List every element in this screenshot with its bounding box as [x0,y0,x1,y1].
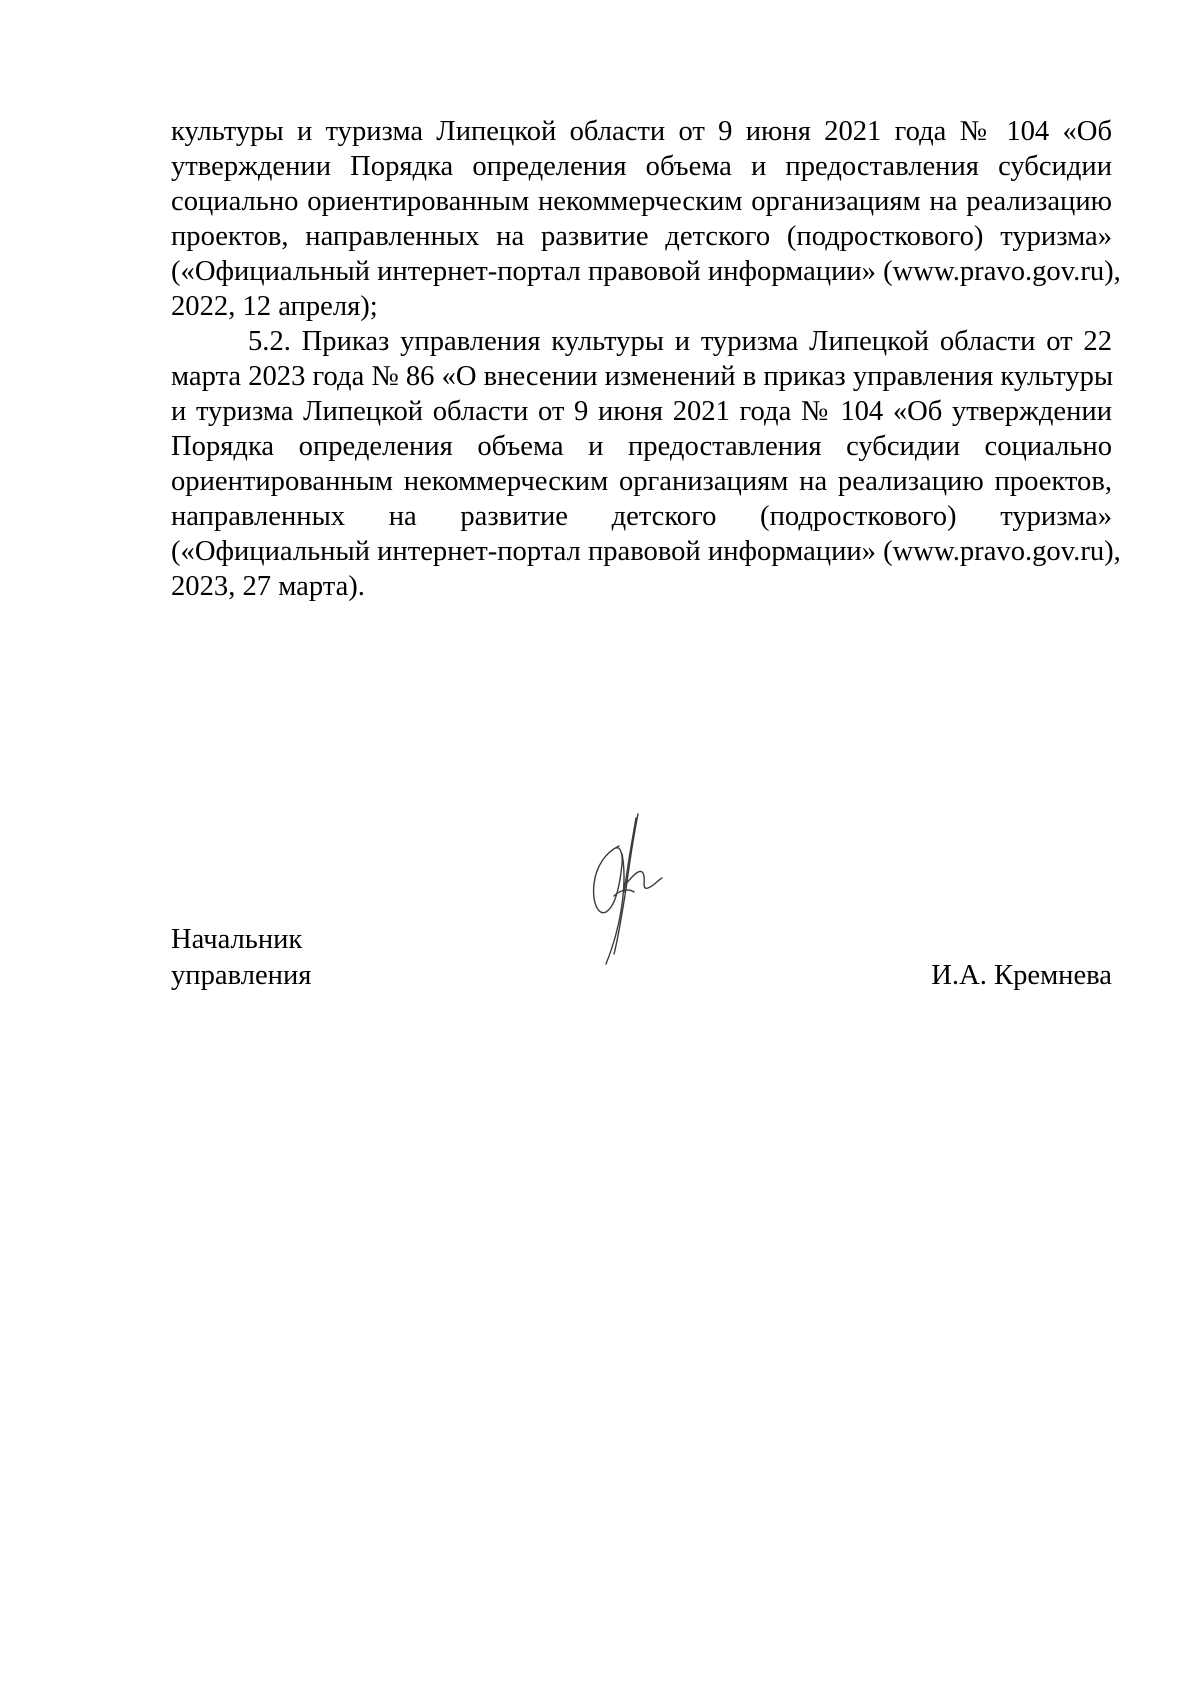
paragraph-1-line: 2022, 12 апреля); [171,291,378,322]
paragraph-2-line: 5.2. Приказ управления культуры и туризма Липецкой области от 22 [248,326,1112,357]
handwritten-signature [586,804,696,974]
paragraph-1-line: утверждении Порядка определения объема и предоставления субсидии [171,151,1112,182]
paragraph-1-line: социально ориентированным некоммерческим организациям на реализацию [171,186,1112,217]
paragraph-2-line: 2023, 27 марта). [171,571,365,602]
document-body [171,114,1121,604]
paragraph-2-line: Порядка определения объема и предоставления субсидии социально [171,431,1112,462]
paragraph-1-line: («Официальный интернет-портал правовой информации» (www.pravo.gov.ru), [171,256,1121,287]
signatory-name: И.А. Кремнева [931,960,1112,991]
paragraph-1-line: проектов, направленных на развитие детского (подросткового) туризма» [171,221,1112,252]
paragraph-1-line: культуры и туризма Липецкой области от 9 июня 2021 года № 104 «Об [171,116,1112,147]
paragraph-2-line: («Официальный интернет-портал правовой информации» (www.pravo.gov.ru), [171,536,1121,567]
signatory-position-line-1: Начальник [171,924,303,955]
paragraph-2-line: ориентированным некоммерческим организациям на реализацию проектов, [171,466,1112,497]
paragraph-2-line: марта 2023 года № 86 «О внесении изменений в приказ управления культуры [171,361,1114,392]
paragraph-2-line: направленных на развитие детского (подросткового) туризма» [171,501,1112,532]
signatory-position-line-2: управления [171,960,312,991]
paragraph-2-line: и туризма Липецкой области от 9 июня 2021 года № 104 «Об утверждении [171,396,1112,427]
